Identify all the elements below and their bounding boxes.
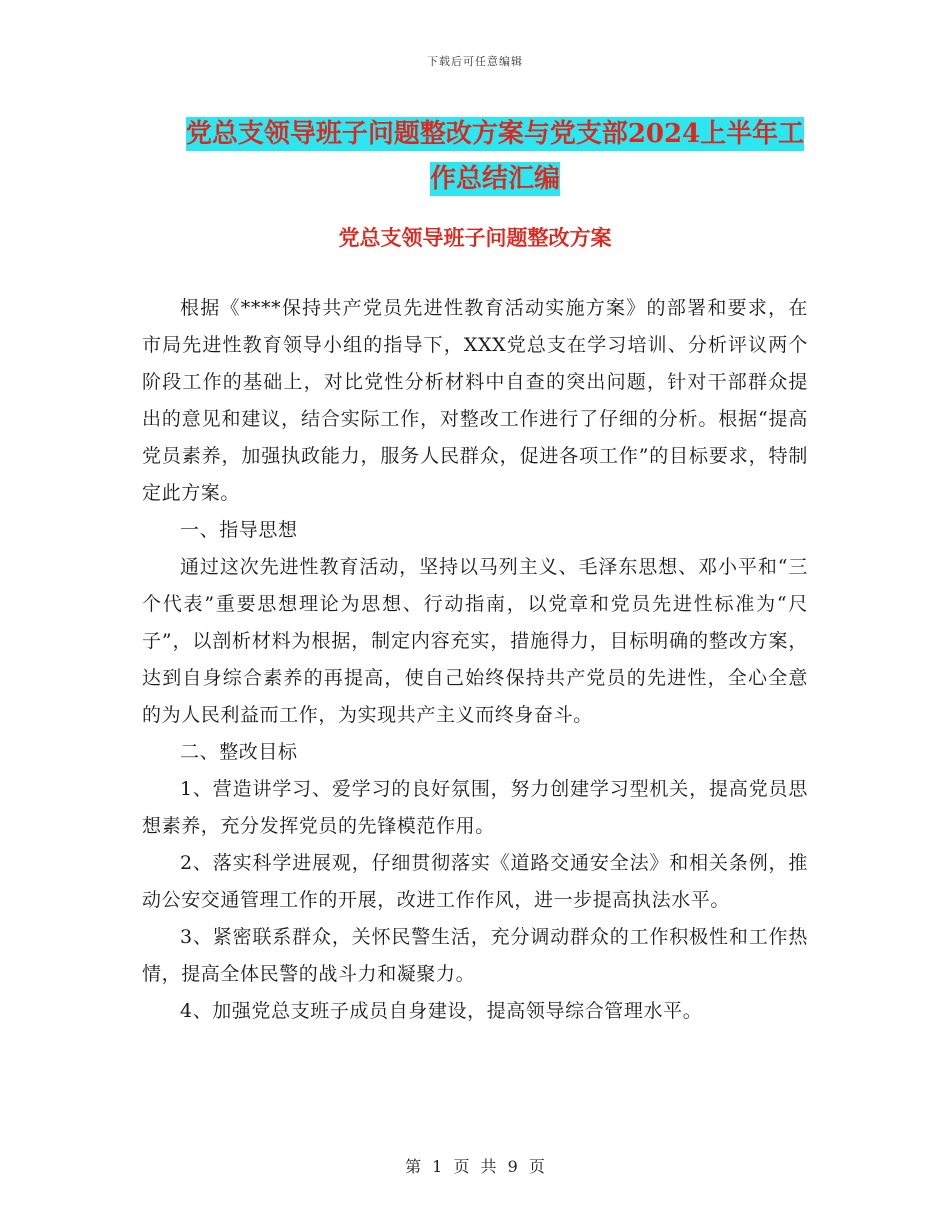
- heading-rectification-goals: 二、整改目标: [180, 741, 298, 763]
- document-title: [140, 112, 850, 202]
- section-title: 党总支领导班子问题整改方案: [338, 225, 612, 250]
- page-number-footer: 第 1 页 共 9 页: [405, 1157, 545, 1176]
- page-header-note: 下载后可任意编辑: [427, 55, 523, 68]
- document-title-line-2: 作总结汇编: [429, 164, 560, 194]
- document-body: [142, 290, 808, 1030]
- paragraph-goal-1: 1、营造讲学习、爱学习的良好氛围，努力创建学习型机关，提高党员思想素养，充分发挥党员的先锋模范作用。: [142, 778, 808, 837]
- paragraph-goal-3: 3、紧密联系群众，关怀民警生活，充分调动群众的工作积极性和工作热情，提高全体民警的战斗力和凝聚力。: [142, 926, 808, 985]
- heading-guiding-ideology: 一、指导思想: [180, 519, 298, 541]
- paragraph-goal-4: 4、加强党总支班子成员自身建设，提高领导综合管理水平。: [180, 1000, 703, 1022]
- document-title-line-1: 党总支领导班子问题整改方案与党支部2024上半年工: [185, 119, 805, 149]
- paragraph-guiding-ideology: 通过这次先进性教育活动，坚持以马列主义、毛泽东思想、邓小平和“三个代表”重要思想理论为思想、行动指南，以党章和党员先进性标准为“尺子”，以剖析材料为根据，制定内容充实，措施得力，目标明确的整改方案，达到自身综合素养的再提高，使自己始终保持共产党员的先进性，全心全意的为人民利益而工作，为实现共产主义而终身奋斗。: [142, 556, 808, 726]
- paragraph-goal-2: 2、落实科学进展观，仔细贯彻落实《道路交通安全法》和相关条例，推动公安交通管理工作的开展，改进工作作风，进一步提高执法水平。: [142, 852, 808, 911]
- paragraph-intro: 根据《****保持共产党员先进性教育活动实施方案》的部署和要求，在市局先进性教育领导小组的指导下，XXX党总支在学习培训、分析评议两个阶段工作的基础上，对比党性分析材料中自查的突出问题，针对干部群众提出的意见和建议，结合实际工作，对整改工作进行了仔细的分析。根据“提高党员素养，加强执政能力，服务人民群众，促进各项工作”的目标要求，特制定此方案。: [142, 297, 808, 504]
